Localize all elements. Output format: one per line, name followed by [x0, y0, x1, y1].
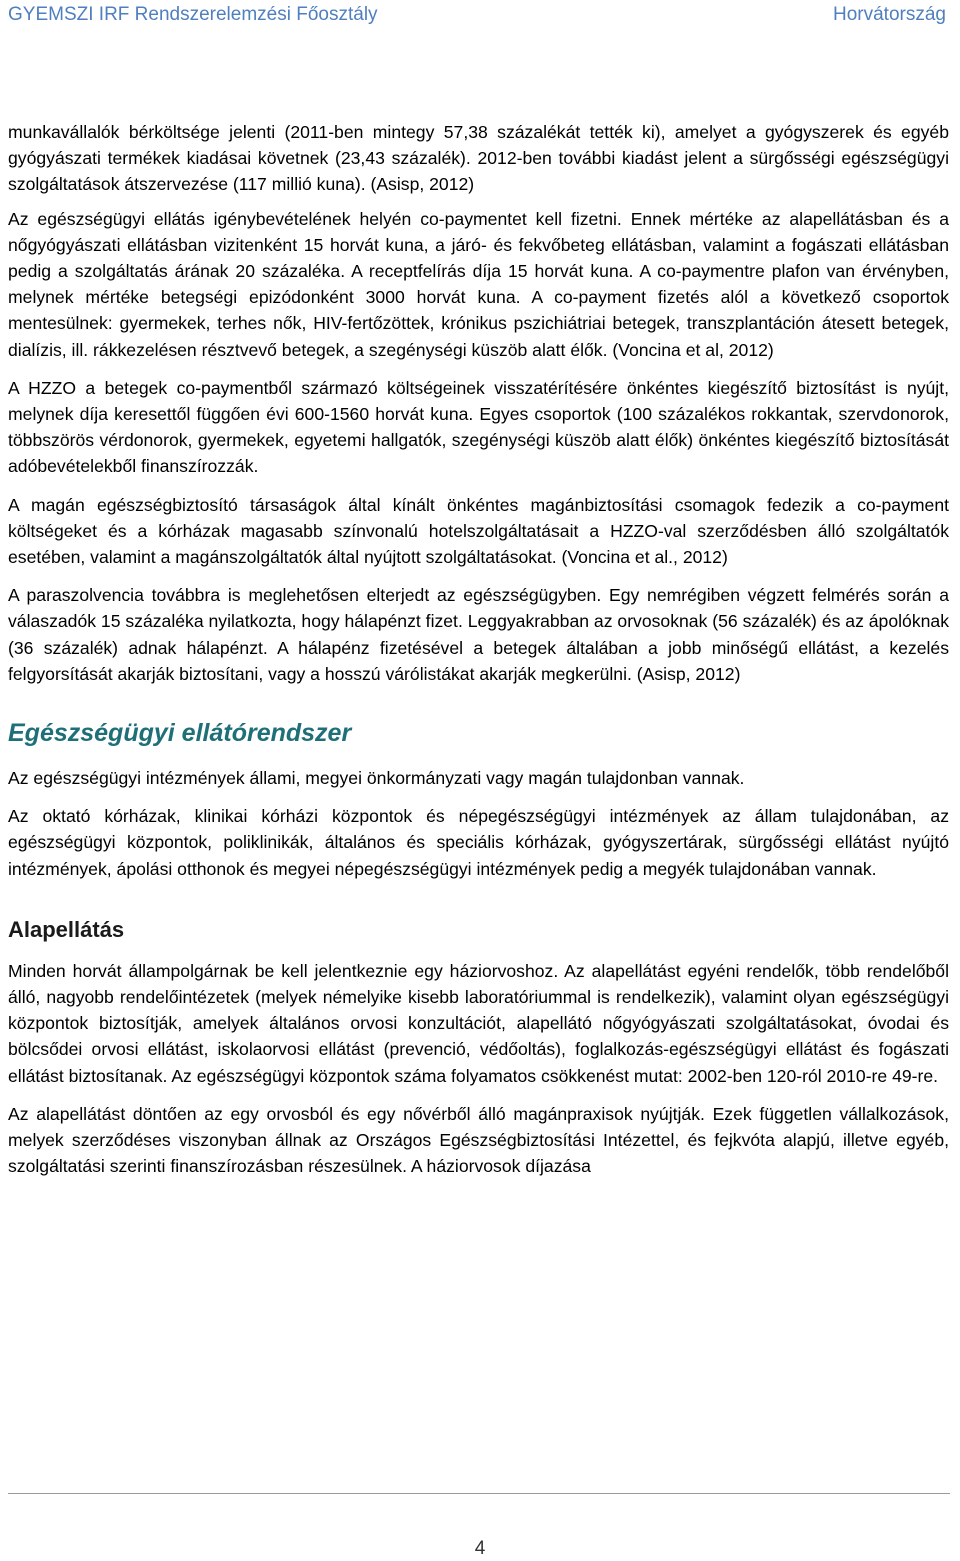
- body-paragraph: Az oktató kórházak, klinikai kórházi központok és népegészségügyi intézmények az állam tulajdonában, az egészségügyi központok, poliklinikák, általános és speciális kórházak, gyógyszertárak, sürgősségi ellátást nyújtó intézmények, ápolási otthonok és megyei népegészségügyi intézmények pedig a megyék tulajdonában vannak.: [8, 806, 949, 879]
- page-number: 4: [474, 1538, 486, 1559]
- body-paragraph: munkavállalók bérköltsége jelenti (2011-ben mintegy 57,38 százalékát tették ki), amelyet a gyógyszerek és egyéb gyógyászati termékek kiadásai követnek (23,43 százalék). 2012-ben további kiadást jelent a sürgősségi egészségügyi szolgáltatások átszervezése (117 millió kuna). (Asisp, 2012): [8, 122, 949, 195]
- header-organization: GYEMSZI IRF Rendszerelemzési Főosztály: [8, 4, 378, 25]
- section-heading-primary-care: Alapellátás: [8, 916, 125, 942]
- footer-divider: [8, 1493, 950, 1494]
- body-paragraph: Az alapellátást döntően az egy orvosból és egy nővérből álló magánpraxisok nyújtják. Ezek független vállalkozások, melyek szerződéses viszonyban állnak az Országos Egészségbiztosítási Intézettel, és fejkvóta alapjú, illetve egyéb, szolgáltatási szerinti finanszírozásban részesülnek. A háziorvosok díjazása: [8, 1103, 949, 1177]
- body-paragraph: Az egészségügyi intézmények állami, megyei önkormányzati vagy magán tulajdonban vannak.: [8, 768, 745, 789]
- page-header: [0, 0, 960, 34]
- body-paragraph: A HZZO a betegek co-paymentből származó költségeinek visszatérítésére önkéntes kiegészítő biztosítást is nyújt, melynek díja keresettől függően évi 600-1560 horvát kuna. Egyes csoportok (100 százalékos rokkantak, szervdonorok, többszörös vérdonorok, gyermekek, egyetemi hallgatók, szegénységi küszöb alatt élők) önkéntes kiegészítő biztosítását adóbevételekből finanszírozzák.: [8, 377, 949, 477]
- body-paragraph: Az egészségügyi ellátás igénybevételének helyén co-paymentet kell fizetni. Ennek mértéke az alapellátásban és a nőgyógyászati ellátásban vizitenként 15 horvát kuna, a járó- és fekvőbeteg ellátásban, valamint a fogászati ellátásban pedig a szolgáltatás árának 20 százaléka. A receptfelírás díja 15 horvát kuna. A co-paymentre plafon van érvényben, melynek mértéke betegségi epizódonként 3000 horvát kuna. A co-payment fizetés alól a következő csoportok mentesülnek: gyermekek, terhes nők, HIV-fertőzöttek, krónikus pszichiátriai betegek, transzplantáción átesett betegek, dialízis, ill. rákkezelésen résztvevő betegek, a szegénységi küszöb alatt élők. (Voncina et al, 2012): [8, 208, 949, 360]
- body-paragraph: A paraszolvencia továbbra is meglehetősen elterjedt az egészségügyben. Egy nemrégiben végzett felmérés során a válaszadók 15 százaléka nyilatkozta, hogy hálapénzt fizet. Leggyakrabban az orvosoknak (56 százalék) és az ápolóknak (36 százalék) adnak hálapénzt. A hálapénz fizetésével a betegek általában a jobb minőségű ellátást, a kezelés felgyorsítását akarják biztosítani, vagy a hosszú várólistákat akarják megkerülni. (Asisp, 2012): [8, 585, 949, 684]
- body-paragraph: A magán egészségbiztosító társaságok által kínált önkéntes magánbiztosítási csomagok fedezik a co-payment költségeket és a kórházak magasabb színvonalú hotelszolgáltatásait a HZZO-val szerződésben álló szolgáltatók esetében, valamint a magánszolgáltatók által nyújtott szolgáltatásokat. (Voncina et al., 2012): [8, 494, 949, 568]
- body-paragraph: Minden horvát állampolgárnak be kell jelentkeznie egy háziorvoshoz. Az alapellátást egyéni rendelők, több rendelőből álló, nagyobb rendelőintézetek (melyek némelyike kisebb laboratóriummal is rendelkezik), valamint olyan egészségügyi központok biztosítják, amelyek általános orvosi konzultációt, alapellátó nőgyógyászati szolgáltatásokat, óvodai és bölcsődei orvosi ellátást, iskolaorvosi ellátást (prevenció, védőoltás), foglalkozás-egészségügyi ellátást és fogászati ellátást biztosítanak. Az egészségügyi központok száma folyamatos csökkenést mutat: 2002-ben 120-ról 2010-re 49-re.: [8, 960, 949, 1086]
- section-heading-healthcare-system: Egészségügyi ellátórendszer: [8, 719, 352, 748]
- header-country: Horvátország: [833, 4, 946, 25]
- document-body: [8, 119, 949, 1188]
